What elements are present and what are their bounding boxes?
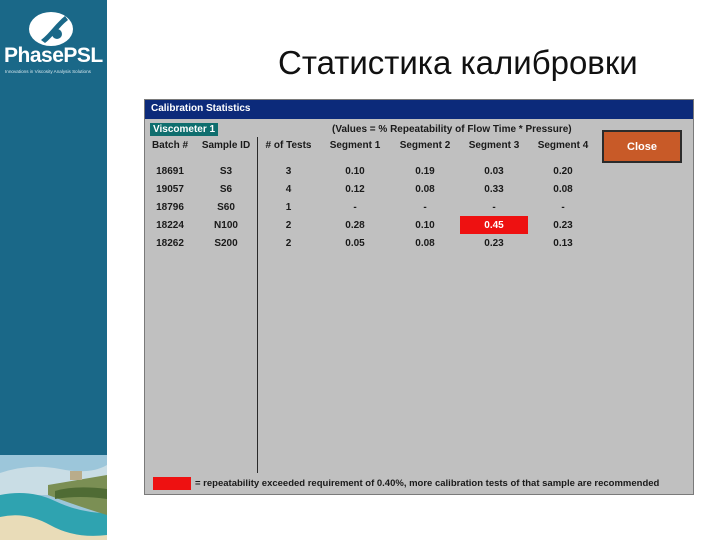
cell-batch: 19057	[156, 183, 184, 195]
calibration-table	[145, 137, 598, 252]
slide-title: Статистика калибровки	[278, 44, 638, 81]
cell-sample-id: S6	[219, 183, 233, 195]
cell-sample-id: N100	[214, 219, 238, 231]
cell-segment-2: 0.08	[415, 183, 435, 195]
cell-segment-4: 0.23	[553, 219, 573, 231]
brand-tagline: Innovations in Viscosity Analysis Solutions	[5, 69, 91, 74]
phasepsl-logo-icon	[27, 10, 75, 48]
table-row[interactable]	[145, 216, 598, 234]
cell-segment-4: 0.20	[553, 165, 573, 177]
cell-segment-3: 0.03	[484, 165, 504, 177]
cell-segment-1: 0.12	[345, 183, 365, 195]
tab-viscometer-1[interactable]: Viscometer 1	[150, 123, 218, 136]
cell-batch: 18796	[156, 201, 184, 213]
cell-num-tests: 2	[285, 219, 292, 231]
cell-segment-3: 0.33	[484, 183, 504, 195]
cell-batch: 18262	[156, 237, 184, 249]
cell-segment-1: 0.10	[345, 165, 365, 177]
dialog-titlebar[interactable]	[145, 100, 693, 119]
column-header-segment-4: Segment 4	[537, 139, 589, 151]
cell-batch: 18691	[156, 165, 184, 177]
cell-segment-3: 0.23	[484, 237, 504, 249]
cell-segment-2: 0.19	[415, 165, 435, 177]
table-row[interactable]	[145, 162, 598, 180]
cell-num-tests: 4	[285, 183, 292, 195]
cell-segment-4: 0.08	[553, 183, 573, 195]
cell-segment-1: 0.05	[345, 237, 365, 249]
column-header-batch: Batch #	[151, 139, 189, 151]
dialog-title: Calibration Statistics	[151, 103, 251, 114]
table-row[interactable]	[145, 180, 598, 198]
cell-segment-2: 0.10	[415, 219, 435, 231]
legend-text: = repeatability exceeded requirement of 0.40%, more calibration tests of that sample are recommended	[195, 478, 660, 489]
cell-num-tests: 1	[285, 201, 292, 213]
cell-sample-id: S200	[214, 237, 238, 249]
calibration-statistics-dialog	[144, 99, 694, 495]
column-header-segment-1: Segment 1	[329, 139, 381, 151]
cell-segment-2: -	[423, 201, 427, 213]
cell-num-tests: 2	[285, 237, 292, 249]
brand-sidebar	[0, 0, 107, 540]
brand-name: PhasePSL	[4, 44, 103, 67]
cell-segment-4: 0.13	[553, 237, 573, 249]
cell-segment-3: -	[492, 201, 496, 213]
cell-num-tests: 3	[285, 165, 292, 177]
column-header-num-tests: # of Tests	[265, 139, 312, 151]
values-note: (Values = % Repeatability of Flow Time * Pressure)	[332, 124, 572, 135]
cell-segment-1: 0.28	[345, 219, 365, 231]
close-button[interactable]: Close	[602, 130, 682, 163]
column-header-segment-3: Segment 3	[468, 139, 520, 151]
cell-segment-1: -	[353, 201, 357, 213]
cell-segment-4: -	[561, 201, 565, 213]
legend-exceeded-swatch	[153, 477, 191, 490]
column-header-sample-id: Sample ID	[201, 139, 251, 151]
cell-segment-3-exceeded: 0.45	[460, 216, 528, 234]
cell-batch: 18224	[156, 219, 184, 231]
table-row[interactable]	[145, 234, 598, 252]
cell-sample-id: S3	[219, 165, 233, 177]
beach-photo	[0, 455, 107, 540]
cell-sample-id: S60	[217, 201, 235, 213]
table-row[interactable]	[145, 198, 598, 216]
table-header-row	[145, 137, 598, 153]
cell-segment-2: 0.08	[415, 237, 435, 249]
column-header-segment-2: Segment 2	[399, 139, 451, 151]
